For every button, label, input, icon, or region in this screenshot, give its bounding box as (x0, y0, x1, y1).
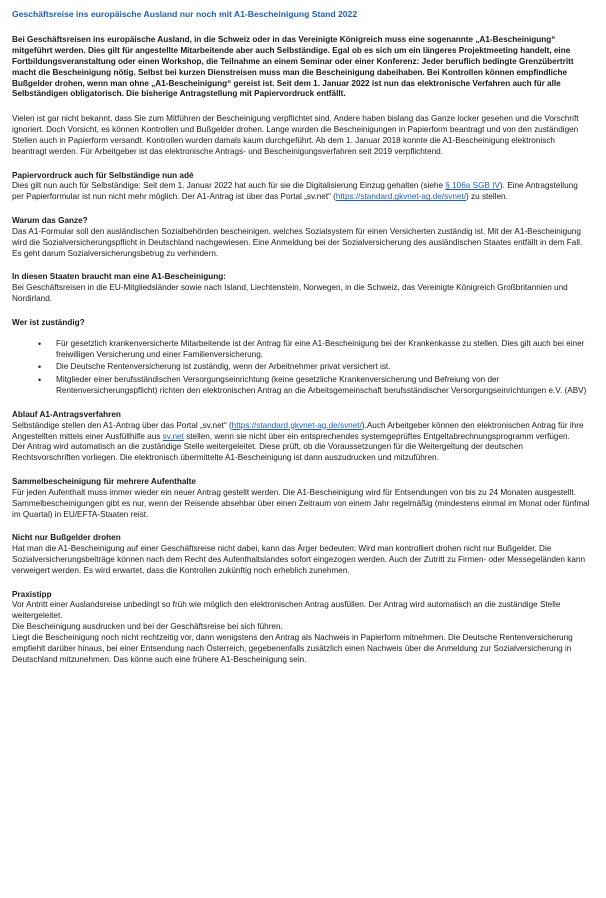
section-heading: In diesen Staaten braucht man eine A1-Bescheinigung: (12, 272, 226, 282)
paragraph-context: Vielen ist gar nicht bekannt, dass Sie zum Mitführen der Bescheinigung verpflichtet sind. Andere haben bislang das Ganze locker gesehen und die Vorschrift ignoriert. Doch Vorsicht, es können Kontrollen und Bußgelder drohen. Lange wurden die Bescheinigungen in Papierform beantragt und von den zuständigen Stellen auch in Papierform versandt. Kontrollen wurden damals kaum durchgeführt. Ab dem 1. Januar 2018 konnte die A1-Bescheinigung elektronisch beantragt werden. Für Arbeitgeber ist das elektronische Antrags- und Bescheinigungsverfahren seit 2019 verpflichtend. (12, 114, 579, 156)
section-heading: Nicht nur Bußgelder drohen (12, 533, 121, 543)
section-collective-certificate (12, 477, 606, 520)
section-text (12, 181, 590, 203)
section-paper-form (12, 171, 606, 203)
section-text: Bei Geschäftsreisen in die EU-Mitgliedsländer sowie nach Island, Liechtenstein, Norwegen, in die Schweiz, das Vereinigte Königreich Großbritannien und Nordirland. (12, 283, 568, 304)
section-text: Das A1-Formular soll den ausländischen Sozialbehörden bescheinigen, welches Sozialsystem für einen Versicherten zuständig ist. Mit der A1-Bescheinigung wird die Sozialversicherungspflicht in Deutschland nachgewiesen. Eine Anmeldung bei der Sozialversicherung des ausländischen Staates entfällt in dem Fall. Es geht darum Sozialversicherungsbetrug zu verhindern. (12, 226, 583, 258)
section-process (12, 410, 606, 464)
section-text: Der Antrag wird automatisch an die zuständige Stelle weitergeleitet. Diese prüft, ob die Voraussetzungen für die Weitergeltung der deutschen Rechtsvorschriften vorliegen. Die elektronisch übermittelte A1-Bescheinigung ist dann auszudrucken und mitzuführen. (12, 442, 523, 463)
section-heading: Praxistipp (12, 589, 52, 599)
list-item (12, 339, 590, 361)
list-item (12, 362, 590, 373)
bullet-icon: • (38, 338, 42, 349)
svnet-portal-link[interactable]: https://standard.gkvnet-ag.de/svnet/ (335, 192, 467, 202)
section-why (12, 216, 606, 259)
document-title: Geschäftsreise ins europäische Ausland nur noch mit A1-Bescheinigung Stand 2022 (12, 9, 358, 19)
section-fines (12, 533, 606, 576)
bullet-icon: • (38, 362, 42, 373)
section-text: Vor Antritt einer Auslandsreise unbedingt so früh wie möglich den elektronischen Antrag ausfüllen. Der Antrag wird automatisch an die zuständige Stelle weitergeleitet. (12, 600, 561, 621)
responsibility-list (12, 339, 606, 397)
list-item-text: Für gesetzlich krankenversicherte Mitarbeitende ist der Antrag für eine A1-Bescheinigung bei der Krankenkasse zu stellen. Dies gilt auch bei einer freiwilligen Versicherung und einer Familienversicherung. (56, 338, 585, 359)
text-fragment: stellen, wenn sie nicht über ein entsprechendes systemgeprüftes Entgeltabrechnungsprogramm verfügen. (183, 431, 570, 441)
list-item-text: Mitglieder einer berufsständischen Versorgungseinrichtung (keine gesetzliche Krankenversicherung und Befreiung von der Rentenversicherungspflicht) richten den elektronischen Antrag an die Arbeitsgemeinschaft berufsständischer Versorgungseinrichtungen e.V. (ABV) (56, 375, 587, 396)
section-heading: Ablauf A1-Antragsverfahren (12, 409, 121, 419)
intro-paragraph: Bei Geschäftsreisen ins europäische Ausland, in die Schweiz oder in das Vereinigte Königreich muss eine sogenannte „A1-Bescheinigung“ mitgeführt werden. Dies gilt für angestellte Mitarbeitende aber auch Selbständige. Egal ob es sich um ein längeres Projektmeeting handelt, eine Fortbildungsveranstaltung oder einen Workshop, die Teilnahme an einem Seminar oder einer Konferenz: Jeder beruflich bedingte Grenzübertritt macht die Bescheinigung nötig. Selbst bei kurzen Dienstreisen muss man die Bescheinigung dabeihaben. Bei Kontrollen können empfindliche Bußgelder drohen, wenn man ohne „A1-Bescheinigung“ gereist ist. Seit dem 1. Januar 2022 ist nun das elektronische Verfahren auch für alle Selbständigen obligatorisch. Die bisherige Antragstellung mit Papiervordruck entfällt. (12, 35, 574, 99)
section-text (12, 421, 590, 443)
text-fragment: Dies gilt nun auch für Selbständige: Seit dem 1. Januar 2022 hat auch für sie die Digitalisierung Einzug gehalten (siehe (12, 181, 446, 191)
list-item (12, 375, 590, 397)
section-text: Liegt die Bescheinigung noch nicht rechtzeitig vor, dann wenigstens den Antrag als Nachweis in Papierform mitnehmen. Die Deutsche Rentenversicherung empfiehlt darüber hinaus, bei einer Entsendung nach Österreich, gegebenenfalls zusätzlich einen Nachweis über die Anmeldung zur Sozialversicherung in Deutschland mitzunehmen. Das könne auch eine frühere A1-Bescheinigung sein. (12, 632, 573, 664)
bullet-icon: • (38, 375, 42, 386)
section-text: Hat man die A1-Bescheinigung auf einer Geschäftsreise nicht dabei, kann das Ärger bedeuten: Wird man kontrolliert drohen nicht nur Bußgelder. Die Sozialversicherungsbeiträge können nach dem Recht des Aufenthaltslandes sofort eingezogen werden. Auch der Zutritt zu Firmen- oder Messegeländen kann verweigert werden. Es wird erwartet, dass die Kontrollen zukünftig noch erheblich zunehmen. (12, 544, 586, 575)
svnet-portal-link[interactable]: https://standard.gkvnet-ag.de/svnet/ (231, 420, 362, 430)
section-heading: Warum das Ganze? (12, 216, 88, 226)
section-states (12, 272, 606, 304)
text-fragment: Selbständige stellen den A1-Antrag über das Portal „sv.net“ ( (12, 420, 232, 430)
section-text: Die Bescheinigung ausdrucken und bei der Geschäftsreise bei sich führen. (12, 622, 283, 632)
section-heading: Wer ist zuständig? (12, 317, 85, 327)
text-fragment: ) zu stellen. (466, 192, 508, 202)
section-practice-tip (12, 590, 606, 666)
text-fragment: ). Eine Antragstellung per Papierformular ist nun nicht mehr möglich. Der A1-Antrag ist über das Portal „sv.net“ ( (12, 181, 578, 202)
section-heading: Sammelbescheinigung für mehrere Aufenthalte (12, 477, 196, 487)
svnet-link[interactable]: sv.net (162, 431, 184, 441)
list-item-text: Die Deutsche Rentenversicherung ist zuständig, wenn der Arbeitnehmer privat versichert ist. (56, 362, 391, 372)
section-heading: Papiervordruck auch für Selbständige nun adé (12, 170, 194, 180)
section-who (12, 318, 606, 397)
sgb-law-link[interactable]: § 106a SGB IV (445, 181, 500, 191)
text-fragment: ).Auch Arbeitgeber können den elektronischen Antrag für ihre Angestellten mittels einer Ausfüllhilfe aus (12, 420, 584, 441)
section-text: Für jeden Aufenthalt muss immer wieder ein neuer Antrag gestellt werden. Die A1-Bescheinigung wird für Entsendungen von bis zu 24 Monaten ausgestellt. Sammelbescheinigungen gibt es nur, wenn der Reisende absehbar über einen Zeitraum von einem Jahr regelmäßig (mindestens einmal im Monat oder fünfmal im Quartal) in EU/EFTA-Staaten reist. (12, 487, 590, 519)
